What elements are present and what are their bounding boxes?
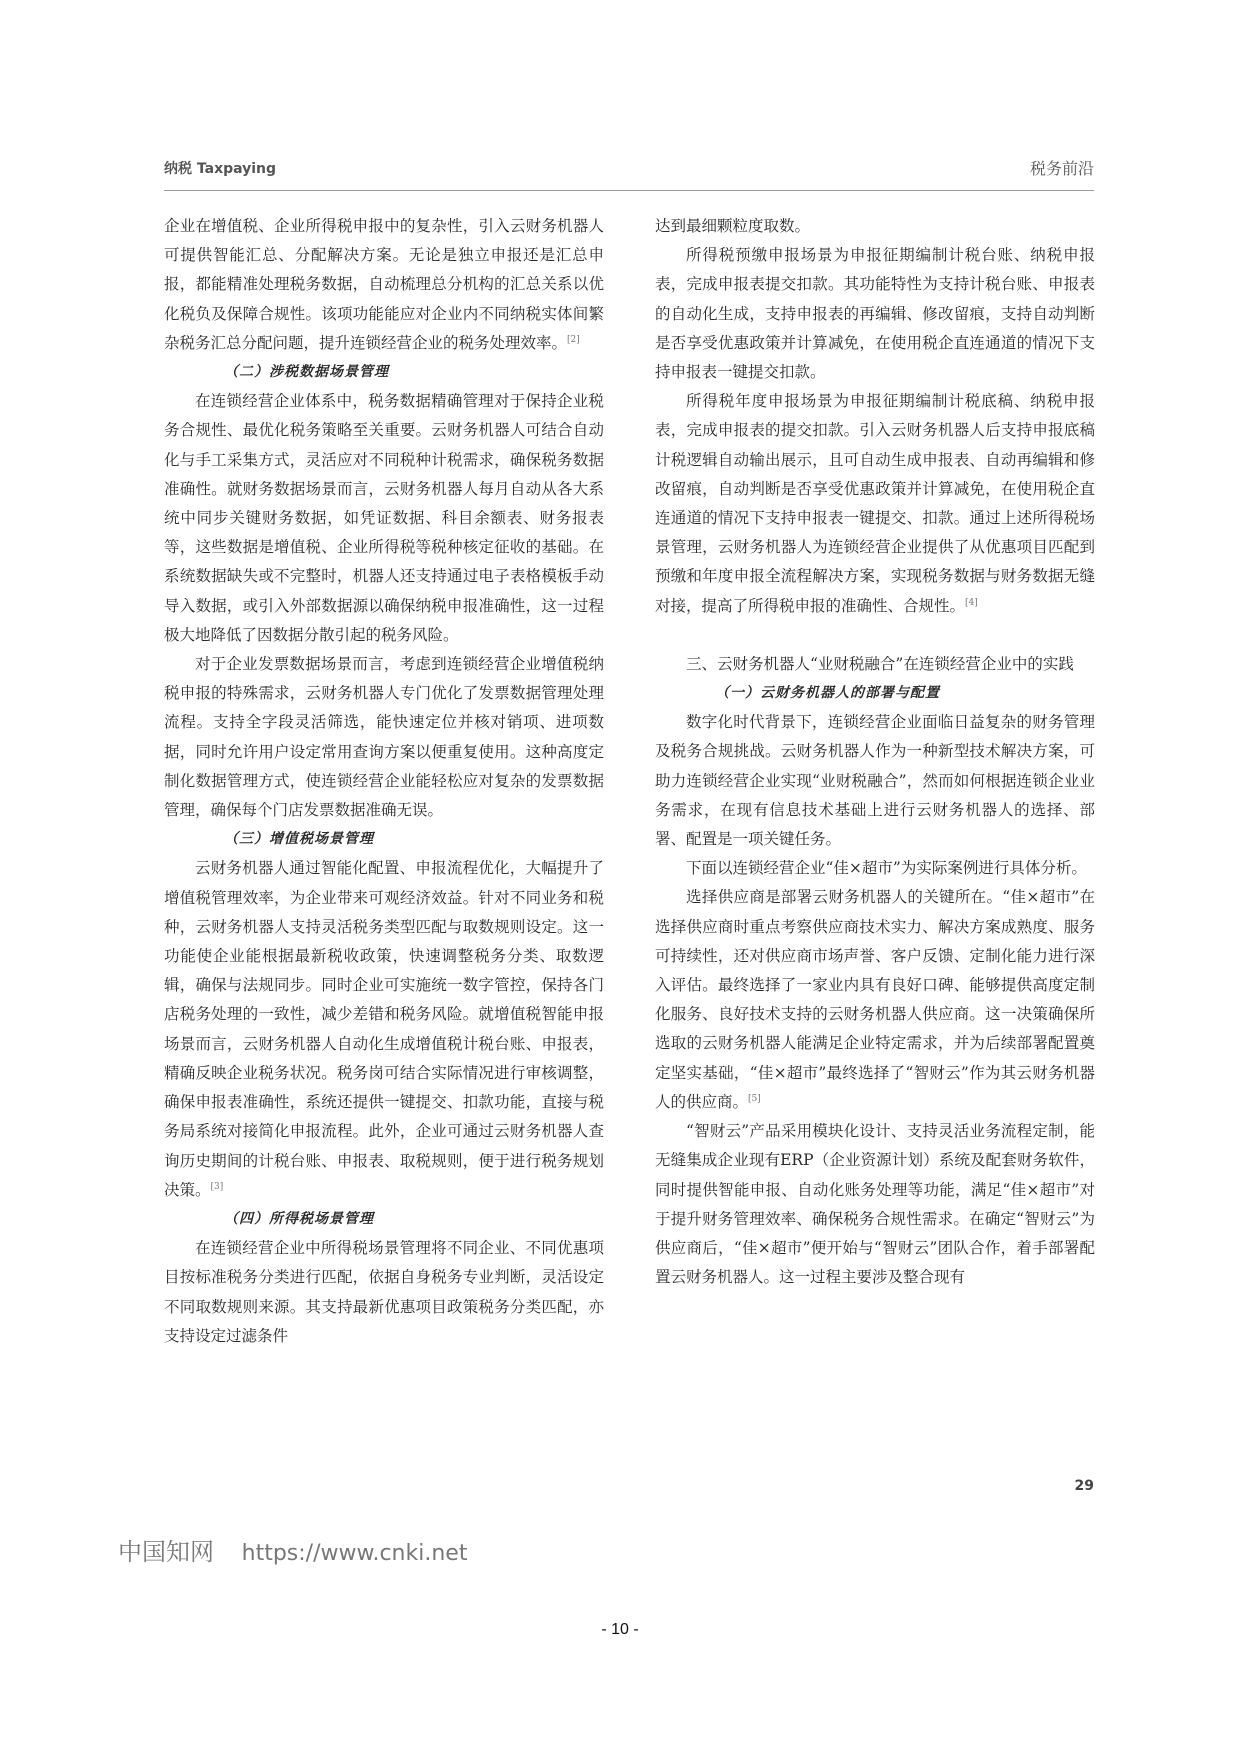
subsection-heading: （三）增值税场景管理 bbox=[224, 831, 374, 848]
section-heading: 三、云财务机器人“业财税融合”在连锁经营企业中的实践 bbox=[686, 654, 1074, 673]
paragraph: 对于企业发票数据场景而言，考虑到连锁经营企业增值税纳税申报的特殊需求，云财务机器人专门优化了发票数据管理处理流程。支持全字段灵活筛选，能快速定位并核对销项、进项数据，同时允许用户设定常用查询方案以便重复使用。这种高度定制化数据管理方式，使连锁经营企业能轻松应对复杂的发票数据管理，确保每个门店发票数据准确无误。 bbox=[164, 655, 604, 820]
paragraph: 所得税年度申报场景为申报征期编制计税底稿、纳税申报表，完成申报表的提交扣款。引入云财务机器人后支持申报底稿计税逻辑自动输出展示，且可自动生成申报表、自动再编辑和修改留痕，自动判断是否享受优惠政策并计算减免，在使用税企直连通道的情况下支持申报表一键提交、扣款。通过上述所得税场景管理，云财务机器人为连锁经营企业提供了从优惠项目匹配到预缴和年度申报全流程解决方案，实现税务数据与财务数据无缝对接，提高了所得税申报的准确性、合规性。[4] bbox=[655, 392, 1095, 615]
subsection-heading: （二）涉税数据场景管理 bbox=[224, 364, 389, 381]
citation[interactable]: [2] bbox=[567, 334, 580, 345]
page-header bbox=[164, 150, 1094, 191]
paragraph: 达到最细颗粒度取数。 bbox=[655, 217, 811, 235]
document-page-number: - 10 - bbox=[601, 1621, 639, 1638]
right-column bbox=[655, 212, 1095, 1292]
paragraph: 所得税预缴申报场景为申报征期编制计税台账、纳税申报表，完成申报表提交扣款。其功能特性为支持计税台账、申报表的自动化生成，支持申报表的再编辑、修改留痕，支持自动判断是否享受优惠政策并计算减免，在使用税企直连通道的情况下支持申报表一键提交扣款。 bbox=[655, 246, 1095, 382]
paragraph: 下面以连锁经营企业“佳×超市”为实际案例进行具体分析。 bbox=[686, 859, 1087, 878]
page-number: 29 bbox=[1074, 1478, 1094, 1494]
paragraph: 数字化时代背景下，连锁经营企业面临日益复杂的财务管理及税务合规挑战。云财务机器人作为一种新型技术解决方案，可助力连锁经营企业实现“业财税融合”，然而如何根据连锁企业业务需求，在现有信息技术基础上进行云财务机器人的选择、部署、配置是一项关键任务。 bbox=[655, 713, 1095, 849]
section-name: 税务前沿 bbox=[1029, 159, 1094, 178]
subsection-heading: （一）云财务机器人的部署与配置 bbox=[715, 685, 940, 702]
citation[interactable]: [3] bbox=[210, 1181, 224, 1192]
paragraph: 云财务机器人通过智能化配置、申报流程优化，大幅提升了增值税管理效率，为企业带来可观经济效益。针对不同业务和税种，云财务机器人支持灵活税务类型匹配与取数规则设定。这一功能使企业能根据最新税收政策，快速调整税务分类、取数逻辑，确保与法规同步。同时企业可实施统一数字管控，保持各门店税务处理的一致性，减少差错和税务风险。就增值税智能申报场景而言，云财务机器人自动化生成增值税计税台账、申报表，精确反映企业税务状况。税务岗可结合实际情况进行审核调整，确保申报表准确性，系统还提供一键提交、扣款功能，直接与税务局系统对接简化申报流程。此外，企业可通过云财务机器人查询历史期间的计税台账、申报表、取税规则，便于进行税务规划决策。[3] bbox=[164, 859, 604, 1199]
journal-name: 纳税 Taxpaying bbox=[164, 161, 277, 177]
watermark-cn: 中国知网 bbox=[118, 1538, 214, 1566]
left-column bbox=[164, 212, 604, 1351]
paragraph: 选择供应商是部署云财务机器人的关键所在。“佳×超市”在选择供应商时重点考察供应商技术实力、解决方案成熟度、服务可持续性，还对供应商市场声誉、客户反馈、定制化能力进行深入评估。最终选择了一家业内具有良好口碑、能够提供高度定制化服务、良好技术支持的云财务机器人供应商。这一决策确保所选取的云财务机器人能满足企业特定需求，并为后续部署配置奠定坚实基础，“佳×超市”最终选择了“智财云”作为其云财务机器人的供应商。[5] bbox=[655, 888, 1095, 1111]
watermark-url[interactable]: https://www.cnki.net bbox=[241, 1541, 468, 1566]
paragraph: 在连锁经营企业中所得税场景管理将不同企业、不同优惠项目按标准税务分类进行匹配，依据自身税务专业判断，灵活设定不同取数规则来源。其支持最新优惠项目政策税务分类匹配，亦支持设定过滤条件 bbox=[164, 1239, 604, 1345]
citation[interactable]: [5] bbox=[748, 1093, 761, 1104]
paragraph: 企业在增值税、企业所得税申报中的复杂性，引入云财务机器人可提供智能汇总、分配解决方案。无论是独立申报还是汇总申报，都能精准处理税务数据，自动梳理总分机构的汇总关系以优化税负及保障合规性。该项功能能应对企业内不同纳税实体间繁杂税务汇总分配问题，提升连锁经营企业的税务处理效率。[2] bbox=[164, 217, 604, 352]
citation[interactable]: [4] bbox=[965, 597, 978, 608]
paragraph: “智财云”产品采用模块化设计、支持灵活业务流程定制，能无缝集成企业现有ERP（企业资源计划）系统及配套财务软件，同时提供智能申报、自动化账务处理等功能，满足“佳×超市”对于提升财务管理效率、确保税务合规性需求。在确定“智财云”为供应商后，“佳×超市”便开始与“智财云”团队合作，着手部署配置云财务机器人。这一过程主要涉及整合现有 bbox=[655, 1122, 1095, 1287]
paragraph: 在连锁经营企业体系中，税务数据精确管理对于保持企业税务合规性、最优化税务策略至关重要。云财务机器人可结合自动化与手工采集方式，灵活应对不同税种计税需求，确保税务数据准确性。就财务数据场景而言，云财务机器人每月自动从各大系统中同步关键财务数据，如凭证数据、科目余额表、财务报表等，这些数据是增值税、企业所得税等税种核定征收的基础。在系统数据缺失或不完整时，机器人还支持通过电子表格模板手动导入数据，或引入外部数据源以确保纳税申报准确性，这一过程极大地降低了因数据分散引起的税务风险。 bbox=[164, 392, 604, 644]
cnki-watermark bbox=[118, 1532, 467, 1567]
subsection-heading: （四）所得税场景管理 bbox=[224, 1210, 374, 1227]
